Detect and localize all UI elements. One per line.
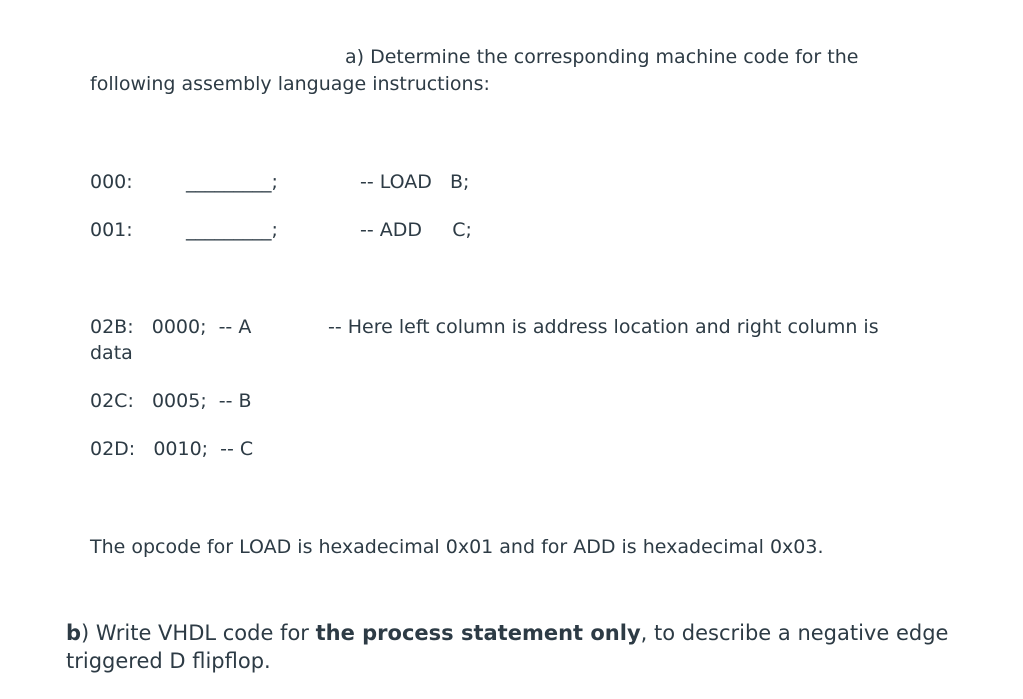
question-b-bold: the process statement only [315,621,641,645]
question-a-line2: following assembly language instructions: [90,73,490,95]
opcode-note: The opcode for LOAD is hexadecimal 0x01 and for ADD is hexadecimal 0x03. [90,536,824,558]
program-blank-000: _________; [186,171,278,193]
program-comment-000: -- LOAD B; [360,171,470,193]
data-note: -- Here left column is address location and right column is [328,316,879,338]
program-address-000: 000: [90,171,133,193]
program-blank-001: _________; [186,219,278,241]
question-b-part1: ) Write VHDL code for [81,621,316,645]
question-b-label: b [66,621,82,645]
program-address-001: 001: [90,219,133,241]
data-row-02b: 02B: 0000; -- A [90,316,252,338]
data-note-wrap: data [90,342,133,364]
question-a-line1: a) Determine the corresponding machine code for the [345,46,859,68]
question-b-line2: triggered D flipflop. [66,649,271,673]
question-b-part2: , to describe a negative edge [640,621,949,645]
data-row-02d: 02D: 0010; -- C [90,438,254,460]
data-row-02c: 02C: 0005; -- B [90,390,252,412]
program-comment-001: -- ADD C; [360,219,472,241]
question-b-line1 [66,619,948,647]
